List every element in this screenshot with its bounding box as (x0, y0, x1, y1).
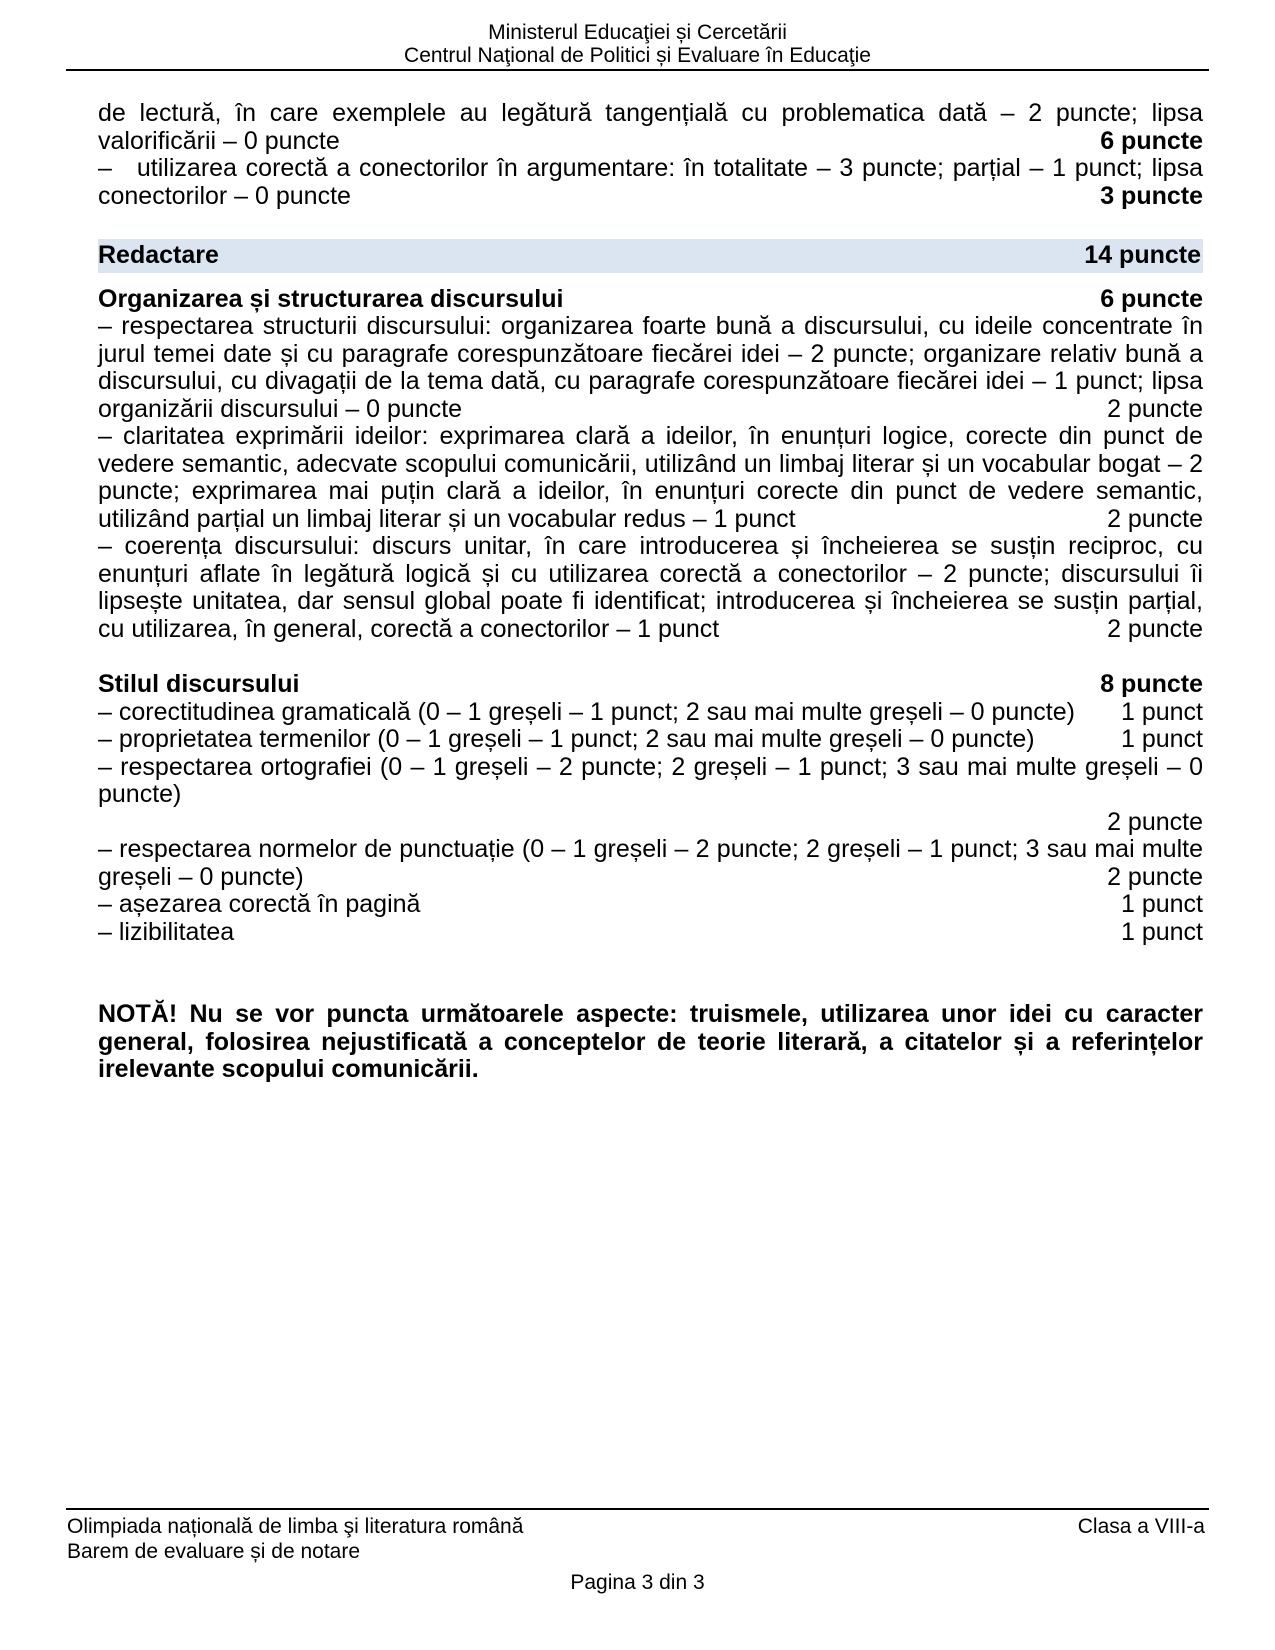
header-rule (66, 69, 1209, 71)
points-value: 1 punct (1113, 919, 1203, 947)
points-value: 2 puncte (1099, 864, 1203, 892)
item-text: – respectarea structurii discursului: organizarea foarte bună a discursului, cu ideile concentrate în jurul temei date și cu paragrafe corespunzătoare fiecărei idei – 2 puncte; organizare relativ bună a discursului, cu divagații de la tema dată, cu paragrafe corespunzătoare fiecărei idei – 1 punct; lipsa organizării discursului – 0 puncte (98, 312, 1203, 423)
intro-item (98, 155, 1203, 210)
item-text: – respectarea ortografiei (0 – 1 greșeli – 2 puncte; 2 greșeli – 1 punct; 3 sau mai multe greșeli – 0 puncte) (98, 752, 1203, 808)
item-text: – respectarea normelor de punctuație (0 – 1 greșeli – 2 puncte; 2 greșeli – 1 punct; 3 sau mai multe greșeli – 0 puncte) (98, 835, 1203, 891)
section-points: 14 puncte (1084, 241, 1201, 269)
item-text: – proprietatea termenilor (0 – 1 greșeli – 1 punct; 2 sau mai multe greșeli – 0 puncte) (98, 725, 1035, 753)
section-title: Stilul discursului (98, 670, 300, 698)
points-value: 3 puncte (1092, 183, 1203, 211)
rubric-item (98, 919, 1203, 947)
intro-item (98, 100, 1203, 155)
item-text: – coerența discursului: discurs unitar, în care introducerea și încheierea se susțin reciproc, cu enunțuri aflate în legătură logică și cu utilizarea corectă a conectorilor – 2 puncte; discursului îi lipsește unitatea, dar sensul global poate fi identificat; introducerea și încheierea se susțin parțial, cu utilizarea, în general, corectă a conectorilor – 1 punct (98, 532, 1203, 643)
document-footer (0, 1508, 1275, 1595)
section-heading (98, 286, 1203, 314)
section-points: 8 puncte (1100, 670, 1203, 698)
points-value: 1 punct (1113, 891, 1203, 919)
points-value: 1 punct (1113, 726, 1203, 754)
section-heading (98, 671, 1203, 699)
rubric-item (98, 533, 1203, 643)
note-paragraph: NOTĂ! Nu se vor puncta următoarele aspecte: truismele, utilizarea unor idei cu caracter general, folosirea nejustificată a conceptelor de teorie literară, a citatelor și a referințelor irelevante scopului comunicării. (98, 1000, 1203, 1083)
points-value: 2 puncte (1107, 807, 1203, 836)
ministry-line: Ministerul Educaţiei și Cercetării (488, 21, 787, 44)
redactare-bar (98, 239, 1203, 273)
item-text: – lizibilitatea (98, 917, 235, 946)
footer-rule (66, 1508, 1209, 1510)
points-value: 2 puncte (1099, 396, 1203, 424)
item-text: – așezarea corectă în pagină (98, 890, 421, 918)
points-value: 2 puncte (1099, 616, 1203, 644)
rubric-item (98, 891, 1203, 919)
points-value: 6 puncte (1092, 128, 1203, 156)
document-header (0, 0, 1275, 67)
points-value: 2 puncte (1099, 506, 1203, 534)
barem-line: Barem de evaluare și de notare (67, 1540, 361, 1563)
footer-left (67, 1514, 523, 1564)
rubric-item (98, 754, 1203, 837)
item-text: – claritatea exprimării ideilor: exprimarea clară a ideilor, în enunțuri logice, corecte din punct de vedere semantic, adecvate scopului comunicării, utilizând un limbaj literar și un vocabular bogat – 2 puncte; exprimarea mai puțin clară a ideilor, în enunțuri corecte din punct de vedere semantic, utilizând parțial un limbaj literar și un vocabular redus – 1 punct (98, 422, 1203, 533)
document-content (98, 100, 1203, 1084)
item-text: – utilizarea corectă a conectorilor în argumentare: în totalitate – 3 puncte; parțial – 1 punct; lipsa conectorilor – 0 puncte (98, 154, 1203, 210)
section-title: Organizarea și structurarea discursului (98, 284, 564, 313)
section-title: Redactare (98, 241, 219, 269)
olympiad-line: Olimpiada națională de limba şi literatura română (67, 1515, 524, 1538)
item-text: de lectură, în care exemplele au legătură tangențială cu problematica dată – 2 puncte; lipsa valorificării – 0 puncte (98, 99, 1203, 155)
rubric-item (98, 423, 1203, 533)
center-line: Centrul Naţional de Politici și Evaluare în Educaţie (404, 44, 871, 67)
item-text: – corectitudinea gramaticală (0 – 1 greșeli – 1 punct; 2 sau mai multe greșeli – 0 puncte) (98, 697, 1075, 726)
section-points: 6 puncte (1100, 284, 1203, 313)
rubric-item (98, 836, 1203, 891)
rubric-item (98, 313, 1203, 423)
page-number: Pagina 3 din 3 (570, 1571, 705, 1594)
points-value: 1 punct (1113, 699, 1203, 727)
rubric-item (98, 726, 1203, 754)
class-label: Clasa a VIII-a (1077, 1515, 1205, 1538)
rubric-item (98, 699, 1203, 727)
